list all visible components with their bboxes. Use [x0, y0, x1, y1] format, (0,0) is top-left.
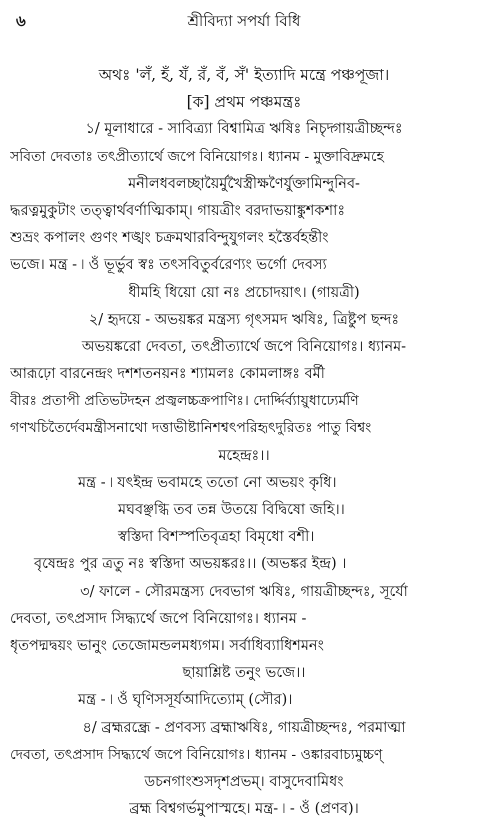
- page-header: [0, 6, 488, 30]
- text-line: ৩/ ফালে - সৌরমন্ত্রস্য দেবভাগ ঋষিঃ, গায়ত্রীচ্ছন্দঃ, সূর্যো: [80, 583, 408, 600]
- mantra-line: মঘবঞ্ছগ্ধি তব তন্ন উতয়ে বিদ্বিষো জহি।।: [118, 502, 345, 518]
- mantra-line: বৃষেন্দ্রঃ পুর ত্রতু নঃ স্বস্তিদা অভয়ঙ্করঃ।। (অভঙ্কর ইন্দ্র) ।: [34, 556, 347, 573]
- text-line: শুভ্রং কপালং গুণং শঙ্খং চক্রমথারবিন্দুযুগলং হস্তৈর্বহন্তীং: [10, 230, 329, 247]
- text-line: মনীলধবলচ্ছায়ৈর্মুখৈস্ত্রীক্ষণৈর্যুক্তামিন্দুনিব-: [128, 175, 360, 192]
- text-line: আরূঢ়ো বারনেন্দ্রং দশশতনয়নঃ শ্যামলঃ কোমলাঙ্গঃ বর্মী: [10, 366, 325, 383]
- text-line: গণখচিতৈর্দেবমন্ত্রীসনাথো দত্তাভীষ্টানিশশ্বৎপরিহৃৎদুরিতঃ পাতু বিশ্বং: [10, 420, 372, 437]
- intro-line: অথঃ 'লঁ, হঁ, যঁ, রঁ, বঁ, সঁ' ইত্যাদি মন্ত্রে পঞ্চপূজা।: [98, 66, 390, 84]
- text-line: সবিতা দেবতাঃ তৎপ্রীত্যার্থে জপে বিনিয়োগঃ। ধ্যানম - মুক্তাবিদ্রুমহে: [10, 148, 384, 165]
- text-line: ছায়াশ্লিষ্ট তনুং ভজে।।: [182, 665, 306, 682]
- text-line: অভয়ঙ্করো দেবতা, তৎপ্রীত্যার্থে জপে বিনিয়োগঃ। ধ্যানম-: [81, 338, 407, 355]
- text-line: ব্রহ্ম বিশ্বগর্ভমুপাস্মহে। মন্ত্র- ৷ - ওঁ (প্রণব)।: [129, 801, 359, 818]
- mantra-line: মন্ত্র - ৷ যৎইন্দ্র ভবামহে ততো নো অভয়ং কৃধি।: [78, 474, 337, 491]
- section-heading: [ক] প্রথম পঞ্চমন্ত্রঃ: [186, 93, 302, 112]
- text-line: ২/ হৃদয়ে - অভয়ঙ্কর মন্ত্রস্য গৃৎসমদ ঋষিঃ, ত্রিষ্টুপ ছন্দঃ: [88, 311, 400, 328]
- text-line: দেবতা, তৎপ্রসাদ সিদ্ধ্যর্থে জপে বিনিয়োগঃ। ধ্যানম - ওঙ্কারবাচ্যমুচ্চণ্: [10, 746, 383, 763]
- text-line: মহেন্দ্রঃ।।: [218, 447, 270, 464]
- text-line: বীরঃ প্রতাপী প্রতিভটদহন প্রজ্বলচ্চক্রপাণিঃ। দোর্দ্দির্ব্যায়ুধাঢ্যের্মণি: [10, 393, 359, 410]
- text-line: ডচনগাংশুসদৃশপ্রভম্। বাসুদেবামিধং: [144, 773, 344, 790]
- text-line: দ্ধরত্নমুকুটাং তত্ত্বার্থবর্ণাত্মিকাম্। গায়ত্রীং বরদাভয়াঙ্কুশকশাঃ: [10, 202, 346, 219]
- text-line: ৪/ ব্রহ্মরন্ধ্রে - প্রণবস্য ব্রহ্মাঋষিঃ, গায়ত্রীচ্ছন্দঃ, পরমাত্মা: [82, 719, 406, 736]
- text-line: ১/ মূলাধারে - সাবিত্র্যা বিশ্বামিত্র ঋষিঃ নিচৃদ্গায়ত্রীচ্ছন্দঃ: [85, 121, 403, 138]
- mantra-line: মন্ত্র - ৷ ওঁ ঘৃণিসসূর্যআদিত্যোম্ (সৌর)।: [78, 692, 293, 709]
- text-line: ভজে। মন্ত্র - ৷ ওঁ ভূর্ভুব স্বঃ তৎসবিতুর্বরেণ্যং ভর্গো দেবস্য: [10, 257, 327, 274]
- running-title: শ্রীবিদ্যা সপর্যা বিধি: [187, 12, 301, 30]
- text-line: ধৃতপদ্মদ্বয়ং ভানুং তেজোমন্ডলমধ্যগম। সর্বাধিব্যাধিশমনং: [10, 637, 324, 654]
- page-number: ৬: [16, 12, 26, 30]
- body-text: [10, 62, 478, 823]
- text-line: দেবতা, তৎপ্রসাদ সিদ্ধ্যর্থে জপে বিনিয়োগঃ। ধ্যানম -: [10, 610, 307, 627]
- text-line: ধীমহি ধিয়ো য়ো নঃ প্রচোদয়াৎ। (গায়ত্রী): [128, 284, 360, 301]
- mantra-line: স্বস্তিদা বিশস্পতিবৃত্রহা বিমৃধো বশী।: [118, 529, 315, 546]
